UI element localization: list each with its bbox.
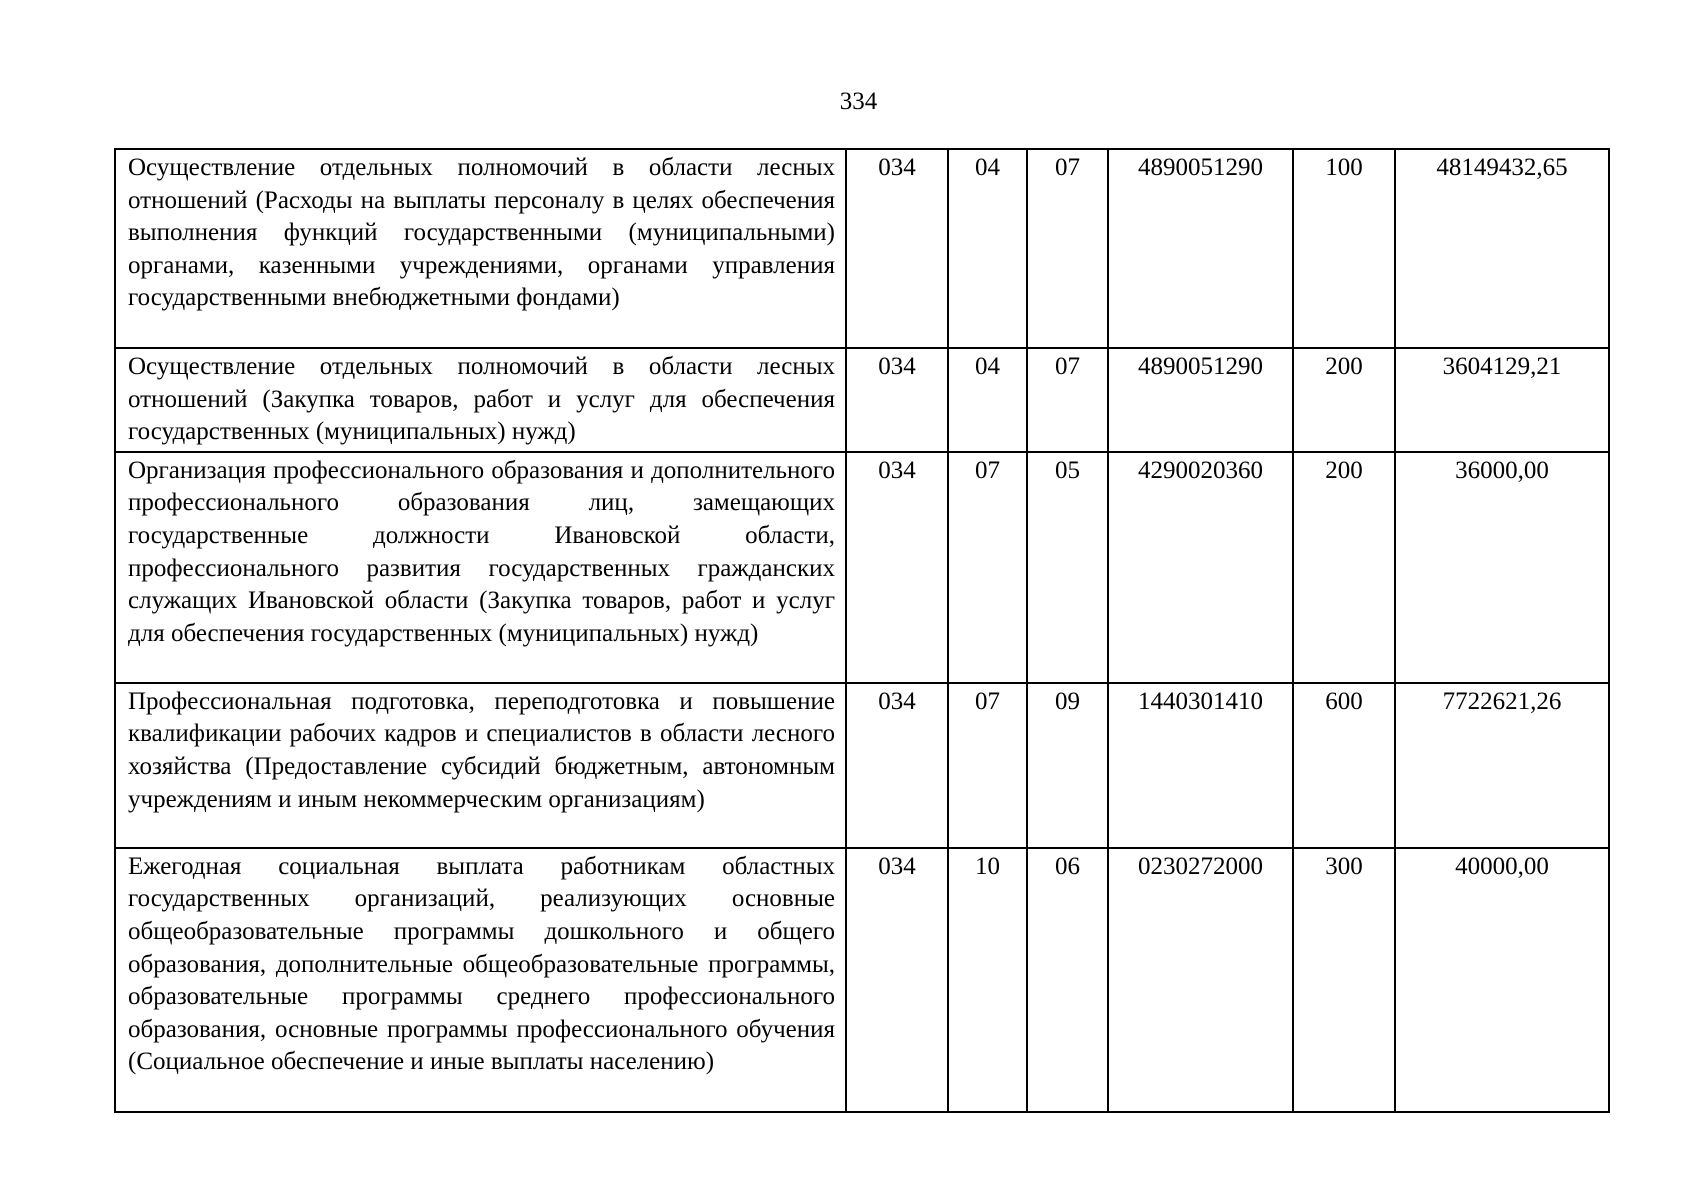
admin-code: 034	[846, 348, 948, 452]
amount: 7722621,26	[1395, 683, 1609, 848]
amount: 40000,00	[1395, 848, 1609, 1112]
admin-code: 034	[846, 149, 948, 348]
table-row	[115, 683, 1609, 848]
expense-type-code: 200	[1293, 452, 1395, 683]
page-number: 334	[839, 88, 878, 115]
target-article-code: 1440301410	[1108, 683, 1293, 848]
table-row	[115, 149, 1609, 348]
section-code: 07	[948, 452, 1027, 683]
section-code: 04	[948, 348, 1027, 452]
expense-type-code: 100	[1293, 149, 1395, 348]
section-code: 04	[948, 149, 1027, 348]
section-code: 10	[948, 848, 1027, 1112]
target-article-code: 4890051290	[1108, 348, 1293, 452]
amount: 48149432,65	[1395, 149, 1609, 348]
subsection-code: 06	[1027, 848, 1108, 1112]
amount: 3604129,21	[1395, 348, 1609, 452]
expense-description: Профессиональная подготовка, переподготовка и повышение квалификации рабочих кадров и специалистов в области лесного хозяйства (Предоставление субсидий бюджетным, автономным учреждениям и иным некоммерческим организациям)	[115, 683, 846, 848]
target-article-code: 4290020360	[1108, 452, 1293, 683]
admin-code: 034	[846, 848, 948, 1112]
expense-description: Осуществление отдельных полномочий в области лесных отношений (Расходы на выплаты персоналу в целях обеспечения выполнения функций государственными (муниципальными) органами, казенными учреждениями, органами управления государственными внебюджетными фондами)	[115, 149, 846, 348]
target-article-code: 0230272000	[1108, 848, 1293, 1112]
section-code: 07	[948, 683, 1027, 848]
admin-code: 034	[846, 683, 948, 848]
amount: 36000,00	[1395, 452, 1609, 683]
expense-description: Осуществление отдельных полномочий в области лесных отношений (Закупка товаров, работ и услуг для обеспечения государственных (муниципальных) нужд)	[115, 348, 846, 452]
subsection-code: 09	[1027, 683, 1108, 848]
expense-type-code: 600	[1293, 683, 1395, 848]
expense-type-code: 300	[1293, 848, 1395, 1112]
table-row	[115, 348, 1609, 452]
subsection-code: 07	[1027, 149, 1108, 348]
budget-table	[114, 148, 1610, 1113]
expense-type-code: 200	[1293, 348, 1395, 452]
expense-description: Ежегодная социальная выплата работникам областных государственных организаций, реализующих основные общеобразовательные программы дошкольного и общего образования, дополнительные общеобразовательные программы, образовательные программы среднего профессионального образования, основные программы профессионального обучения (Социальное обеспечение и иные выплаты населению)	[115, 848, 846, 1112]
subsection-code: 05	[1027, 452, 1108, 683]
subsection-code: 07	[1027, 348, 1108, 452]
target-article-code: 4890051290	[1108, 149, 1293, 348]
admin-code: 034	[846, 452, 948, 683]
table-row	[115, 848, 1609, 1112]
expense-description: Организация профессионального образования и дополнительного профессионального образования лиц, замещающих государственные должности Ивановской области, профессионального развития государственных гражданских служащих Ивановской области (Закупка товаров, работ и услуг для обеспечения государственных (муниципальных) нужд)	[115, 452, 846, 683]
table-row	[115, 452, 1609, 683]
